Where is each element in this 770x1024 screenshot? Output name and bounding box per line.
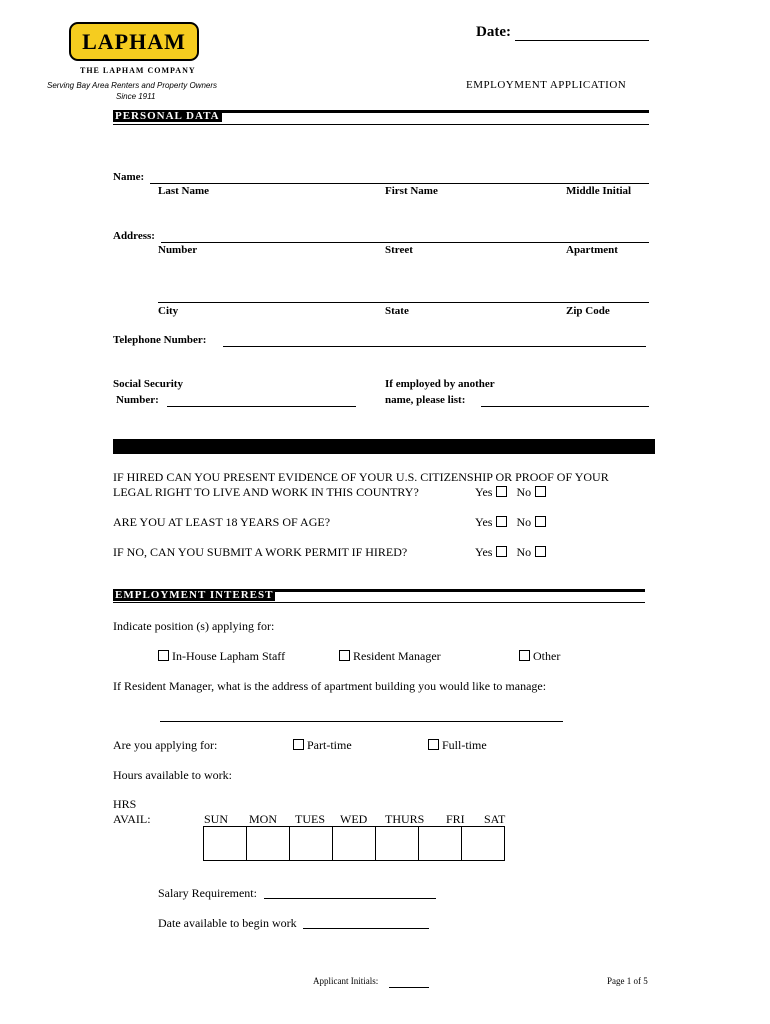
q2-yes-checkbox[interactable]	[496, 516, 507, 527]
resident-prompt: If Resident Manager, what is the address of apartment building you would like to manage:	[113, 679, 547, 693]
date-field[interactable]	[515, 26, 649, 41]
day-header-sat: SAT	[484, 812, 506, 826]
resident-address-field[interactable]	[160, 709, 563, 722]
hours-cell-thurs[interactable]	[376, 827, 419, 861]
city-state-zip-field[interactable]	[158, 290, 649, 303]
q3-yes-checkbox[interactable]	[496, 546, 507, 557]
form-title: EMPLOYMENT APPLICATION	[466, 79, 627, 91]
part-time-label: Part-time	[307, 738, 352, 752]
company-logo: LAPHAM	[69, 22, 199, 61]
ssn-label-line2: Number:	[116, 394, 159, 406]
hours-cell-wed[interactable]	[333, 827, 376, 861]
q3-options	[475, 545, 546, 560]
part-time-checkbox[interactable]	[293, 739, 304, 750]
day-header-mon: MON	[249, 812, 278, 826]
inhouse-label: In-House Lapham Staff	[172, 649, 286, 663]
full-time-label: Full-time	[442, 738, 487, 752]
last-name-caption: Last Name	[158, 185, 210, 197]
day-header-fri: FRI	[446, 812, 465, 826]
ssn-label-line1: Social Security	[113, 378, 183, 390]
hours-table	[203, 826, 505, 861]
first-name-caption: First Name	[385, 185, 438, 197]
day-header-wed: WED	[340, 812, 368, 826]
q3-no-label: No	[516, 545, 532, 559]
q3-no-checkbox[interactable]	[535, 546, 546, 557]
address-field[interactable]	[161, 230, 649, 243]
resident-label: Resident Manager	[353, 649, 441, 663]
q3-text: IF NO, CAN YOU SUBMIT A WORK PERMIT IF HIRED?	[113, 545, 408, 559]
name-field[interactable]	[150, 171, 649, 184]
since-text: Since 1911	[116, 92, 156, 101]
number-caption: Number	[158, 244, 198, 256]
q2-no-checkbox[interactable]	[535, 516, 546, 527]
hours-cell-fri[interactable]	[419, 827, 462, 861]
initials-label: Applicant Initials:	[313, 976, 379, 986]
q1-line1: IF HIRED CAN YOU PRESENT EVIDENCE OF YOUR U.S. CITIZENSHIP OR PROOF OF YOUR	[113, 470, 609, 484]
avail-label: AVAIL:	[113, 812, 151, 826]
apartment-caption: Apartment	[566, 244, 618, 256]
company-name: THE LAPHAM COMPANY	[80, 66, 196, 75]
hours-cell-tues[interactable]	[290, 827, 333, 861]
inhouse-checkbox[interactable]	[158, 650, 169, 661]
hours-cell-sat[interactable]	[462, 827, 505, 861]
q2-options	[475, 515, 546, 530]
q1-options	[475, 485, 546, 500]
page-number: Page 1 of 5	[607, 976, 648, 986]
resident-checkbox[interactable]	[339, 650, 350, 661]
q1-line2: LEGAL RIGHT TO LIVE AND WORK IN THIS COUNTRY?	[113, 485, 419, 499]
hrs-label: HRS	[113, 797, 137, 811]
other-name-label-line2: name, please list:	[385, 394, 466, 406]
day-header-thurs: THURS	[385, 812, 425, 826]
applying-for-label: Are you applying for:	[113, 738, 218, 752]
zip-caption: Zip Code	[566, 305, 610, 317]
option-inhouse[interactable]	[158, 649, 285, 664]
date-begin-field[interactable]	[303, 916, 429, 929]
tagline: Serving Bay Area Renters and Property Owners	[47, 81, 218, 90]
section-title-employment: EMPLOYMENT INTEREST	[115, 589, 274, 601]
q1-yes-label: Yes	[475, 485, 493, 499]
initials-field[interactable]	[389, 976, 429, 988]
telephone-field[interactable]	[223, 334, 646, 347]
option-full-time[interactable]	[428, 738, 487, 753]
hours-cell-sun[interactable]	[204, 827, 247, 861]
other-name-label-line1: If employed by another	[385, 378, 495, 390]
telephone-label: Telephone Number:	[113, 334, 207, 346]
option-part-time[interactable]	[293, 738, 352, 753]
q3-yes-label: Yes	[475, 545, 493, 559]
q1-yes-checkbox[interactable]	[496, 486, 507, 497]
q1-no-checkbox[interactable]	[535, 486, 546, 497]
state-caption: State	[385, 305, 409, 317]
middle-initial-caption: Middle Initial	[566, 185, 632, 197]
address-label: Address:	[113, 230, 155, 242]
city-caption: City	[158, 305, 179, 317]
other-name-field[interactable]	[481, 394, 649, 407]
ssn-field[interactable]	[167, 394, 356, 407]
other-label: Other	[533, 649, 561, 663]
date-begin-label: Date available to begin work	[158, 916, 297, 930]
date-label: Date:	[476, 24, 511, 40]
q2-text: ARE YOU AT LEAST 18 YEARS OF AGE?	[113, 515, 331, 529]
other-checkbox[interactable]	[519, 650, 530, 661]
street-caption: Street	[385, 244, 413, 256]
name-label: Name:	[113, 171, 145, 183]
option-other[interactable]	[519, 649, 560, 664]
hours-prompt: Hours available to work:	[113, 768, 232, 782]
full-time-checkbox[interactable]	[428, 739, 439, 750]
day-header-sun: SUN	[204, 812, 229, 826]
position-prompt: Indicate position (s) applying for:	[113, 619, 275, 633]
q1-no-label: No	[516, 485, 532, 499]
eligibility-bar	[113, 439, 655, 454]
salary-field[interactable]	[264, 886, 436, 899]
day-header-tues: TUES	[295, 812, 325, 826]
q2-yes-label: Yes	[475, 515, 493, 529]
hours-cell-mon[interactable]	[247, 827, 290, 861]
salary-label: Salary Requirement:	[158, 886, 257, 900]
section-title-personal: PERSONAL DATA	[115, 110, 220, 122]
option-resident[interactable]	[339, 649, 441, 664]
q2-no-label: No	[516, 515, 532, 529]
